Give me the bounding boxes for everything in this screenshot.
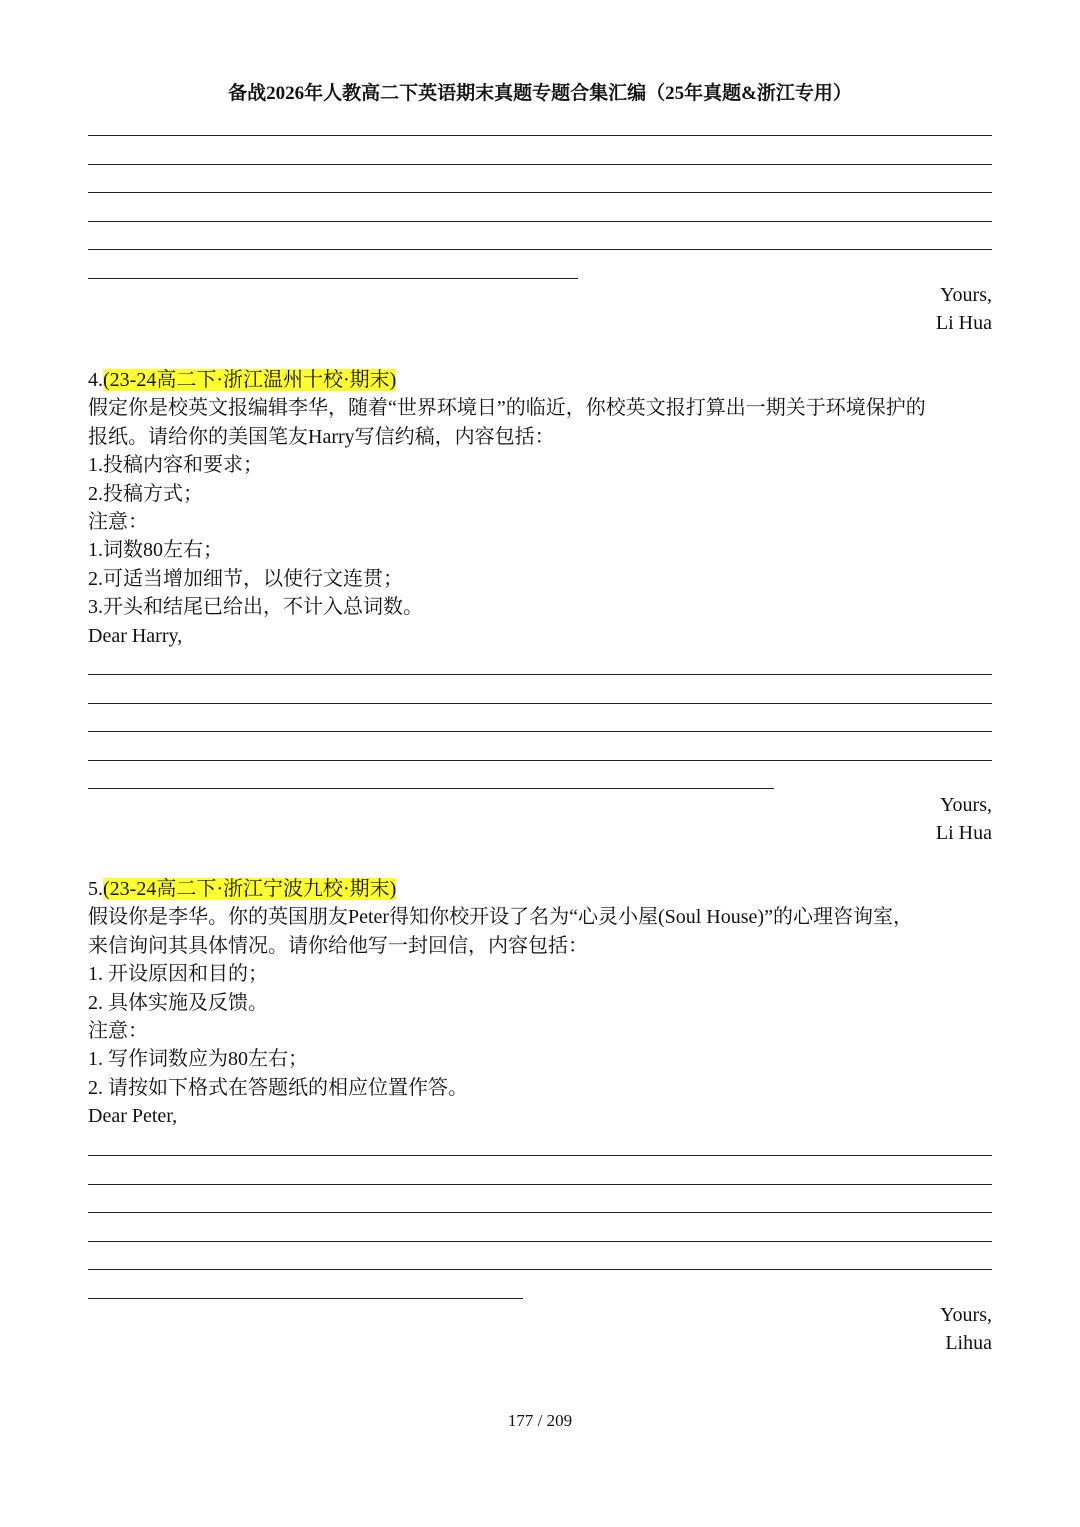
question-4: [88, 366, 998, 650]
question-text: 2. 具体实施及反馈。: [88, 991, 268, 1014]
signature-text: Lihua: [945, 1332, 992, 1354]
question-title: [88, 875, 998, 903]
signature-text: Li Hua: [935, 312, 992, 334]
question-text: 2.可适当增加细节，以使行文连贯；: [88, 567, 403, 590]
question-text: 注意：: [88, 1020, 148, 1043]
page-number: 177 / 209: [507, 1411, 573, 1430]
closing-text: Yours,: [940, 284, 992, 306]
question-text: 来信询问其具体情况。请你给他写一封回信，内容包括：: [88, 934, 588, 957]
answer-line: [88, 1298, 523, 1299]
answer-line: [88, 674, 992, 675]
question-source: (23-24高二下·浙江宁波九校·期末): [103, 878, 397, 900]
question-text: 1.词数80左右；: [88, 539, 223, 562]
letter-sign-off: [940, 1301, 992, 1357]
answer-line: [88, 135, 992, 136]
question-text: 3.开头和结尾已给出，不计入总词数。: [88, 596, 423, 619]
answer-line: [88, 788, 774, 789]
answer-line: [88, 192, 992, 193]
question-text: 注意：: [88, 511, 148, 534]
answer-line: [88, 1212, 992, 1213]
question-5: [88, 875, 998, 1131]
answer-line: [88, 703, 992, 704]
answer-line: [88, 731, 992, 732]
answer-line: [88, 249, 992, 250]
question-title: [88, 366, 998, 394]
answer-line: [88, 1269, 992, 1270]
letter-sign-off: [936, 281, 992, 337]
signature-text: Li Hua: [935, 822, 992, 844]
answer-line: [88, 760, 992, 761]
question-text: 1. 开设原因和目的；: [88, 963, 268, 986]
closing-text: Yours,: [940, 1304, 992, 1326]
question-number: 4.: [88, 369, 103, 391]
question-text: 假设你是李华。你的英国朋友Peter得知你校开设了名为“心灵小屋(Soul House)”的心理咨询室，: [88, 906, 913, 929]
answer-line: [88, 1241, 992, 1242]
letter-greeting: Dear Harry,: [88, 624, 183, 647]
question-text: 1. 写作词数应为80左右；: [88, 1048, 308, 1071]
letter-sign-off: [936, 791, 992, 847]
letter-greeting: Dear Peter,: [88, 1105, 178, 1128]
question-text: 2.投稿方式；: [88, 482, 203, 505]
answer-line: [88, 1155, 992, 1156]
question-text: 报纸。请给你的美国笔友Harry写信约稿，内容包括：: [88, 425, 555, 448]
question-text: 假定你是校英文报编辑李华，随着“世界环境日”的临近，你校英文报打算出一期关于环境保护的: [88, 397, 926, 420]
page-header: 备战2026年人教高二下英语期末真题专题合集汇编（25年真题&浙江专用）: [228, 83, 852, 104]
question-text: 2. 请按如下格式在答题纸的相应位置作答。: [88, 1076, 468, 1099]
question-text: 1.投稿内容和要求；: [88, 454, 263, 477]
answer-line: [88, 1184, 992, 1185]
answer-line: [88, 278, 578, 279]
question-source: (23-24高二下·浙江温州十校·期末): [103, 369, 397, 391]
question-number: 5.: [88, 878, 103, 900]
answer-line: [88, 221, 992, 222]
closing-text: Yours,: [940, 794, 992, 816]
answer-line: [88, 164, 992, 165]
